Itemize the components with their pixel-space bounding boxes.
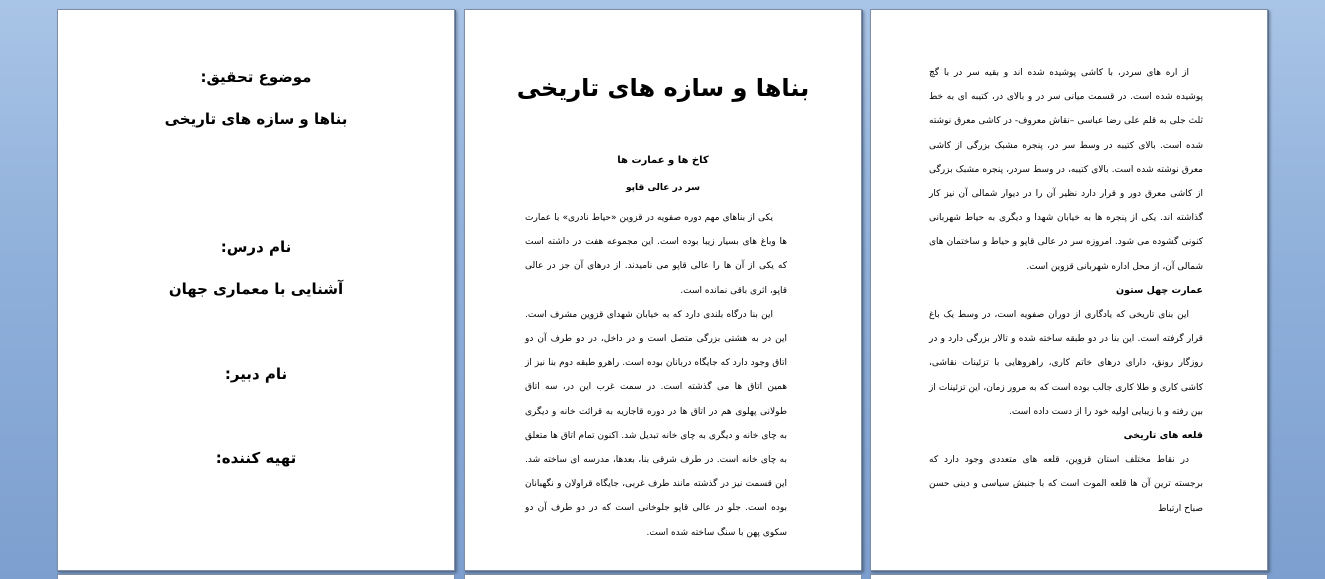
subject-label: موضوع تحقیق: (200, 68, 312, 86)
paragraph: این بنا درگاه بلندی دارد که به خیابان شهدای قزوین مشرف است. این در به هشتی بزرگی متصل است و در داخل، در دو طرف آن دو اتاق وجود دارد که جایگاه دربانان بوده است. راهرو طبقه دوم بنا نیز از همین اتاق ها می گذشته است. در سمت غرب این در، سه اتاق طولانی پهلوی هم در اتاق ها در دوره قاجاریه به قرائت خانه و دیگری به چای خانه و دیگری به چای خانه تبدیل شد. اکنون تمام اتاق ها متعلق به چای خانه است. در طرف شرقی بنا، بعدها، مدرسه ای ساخته شد. این قسمت نیز در گذشته مانند طرف غربی، جایگاه قراولان و نگهبانان بوده است. جلو در عالی قاپو جلوخانی است که در دو طرف آن دو سکوی پهن با سنگ ساخته شده است. (525, 309, 787, 538)
next-page-edge (464, 574, 862, 579)
section-heading: قلعه های تاریخی (1123, 430, 1203, 442)
paragraph: در نقاط مختلف استان قزوین، قلعه های متعددی وجود دارد که برجسته ترین آن ها قلعه الموت است که با جنبش سیاسی و دینی حسن صباح ارتباط (929, 455, 1203, 514)
next-page-edge (870, 574, 1268, 579)
cover-page (57, 9, 455, 571)
author-label: تهیه کننده: (215, 449, 297, 467)
sub-heading: سر در عالی قاپو (626, 183, 700, 193)
section-heading: کاخ ها و عمارت ها (617, 155, 709, 166)
paragraph: این بنای تاریخی که یادگاری از دوران صفویه است، در وسط یک باغ قرار گرفته است. این بنا در دو طبقه ساخته شده و تالار بزرگی دارد و در روزگار رونق، دارای درهای خاتم کاری، راهروهایی با تزئینات نقاشی، کاشی کاری و طلا کاری جالب بوده است که به مرور زمان، این تزئینات از بین رفته و با زیبایی اولیه خود را از دست داده است. (929, 310, 1203, 417)
right-page (870, 9, 1268, 571)
subject-value: بناها و سازه های تاریخی (164, 110, 348, 128)
next-page-edge (57, 574, 455, 579)
middle-page (464, 9, 862, 571)
paragraph: از اره های سردر، با کاشی پوشیده شده اند و بقیه سر در با گچ پوشیده شده است. در قسمت میانی سر در و بالای در، کتیبه ای به خط ثلث جلی به قلم علی رضا عباسی –نقاش معروف- در کاشی معرق نوشته شده است. بالای کتیبه در وسط سر در، پنجره مشبک بزرگی از کاشی معرق نوشته شده است. بالای کتیبه، در وسط سردر، پنجره مشبک بزرگی از کاشی معرق دور و قرار دارد نظیر آن را در دیوار شمالی آن نیز کار گذاشته اند. یکی از پنجره ها به خیابان شهدا و دیگری به حیاط شهربانی کنونی گشوده می شود. امروزه سر در عالی قاپو و حیاط و ساختمان های شمالی آن، از محل اداره شهربانی قزوین است. (929, 68, 1203, 272)
section-heading: عمارت چهل ستون (1116, 284, 1203, 296)
paragraph: یکی از بناهای مهم دوره صفویه در قزوین «حیاط نادری» با عمارت ها وباغ های بسیار زیبا بوده است. این مجموعه هفت در داشته است که یکی از آن ها را عالی قاپو می نامیدند. از درهای آن جز در عالی قاپو، اثری باقی نمانده است. (525, 213, 787, 296)
page-title: بناها و سازه های تاریخی (516, 74, 810, 102)
course-label: نام درس: (220, 238, 292, 256)
middle-body-text (525, 206, 787, 545)
teacher-label: نام دبیر: (224, 365, 288, 383)
course-value: آشنایی با معماری جهان (168, 280, 344, 298)
right-body-text (929, 61, 1203, 521)
